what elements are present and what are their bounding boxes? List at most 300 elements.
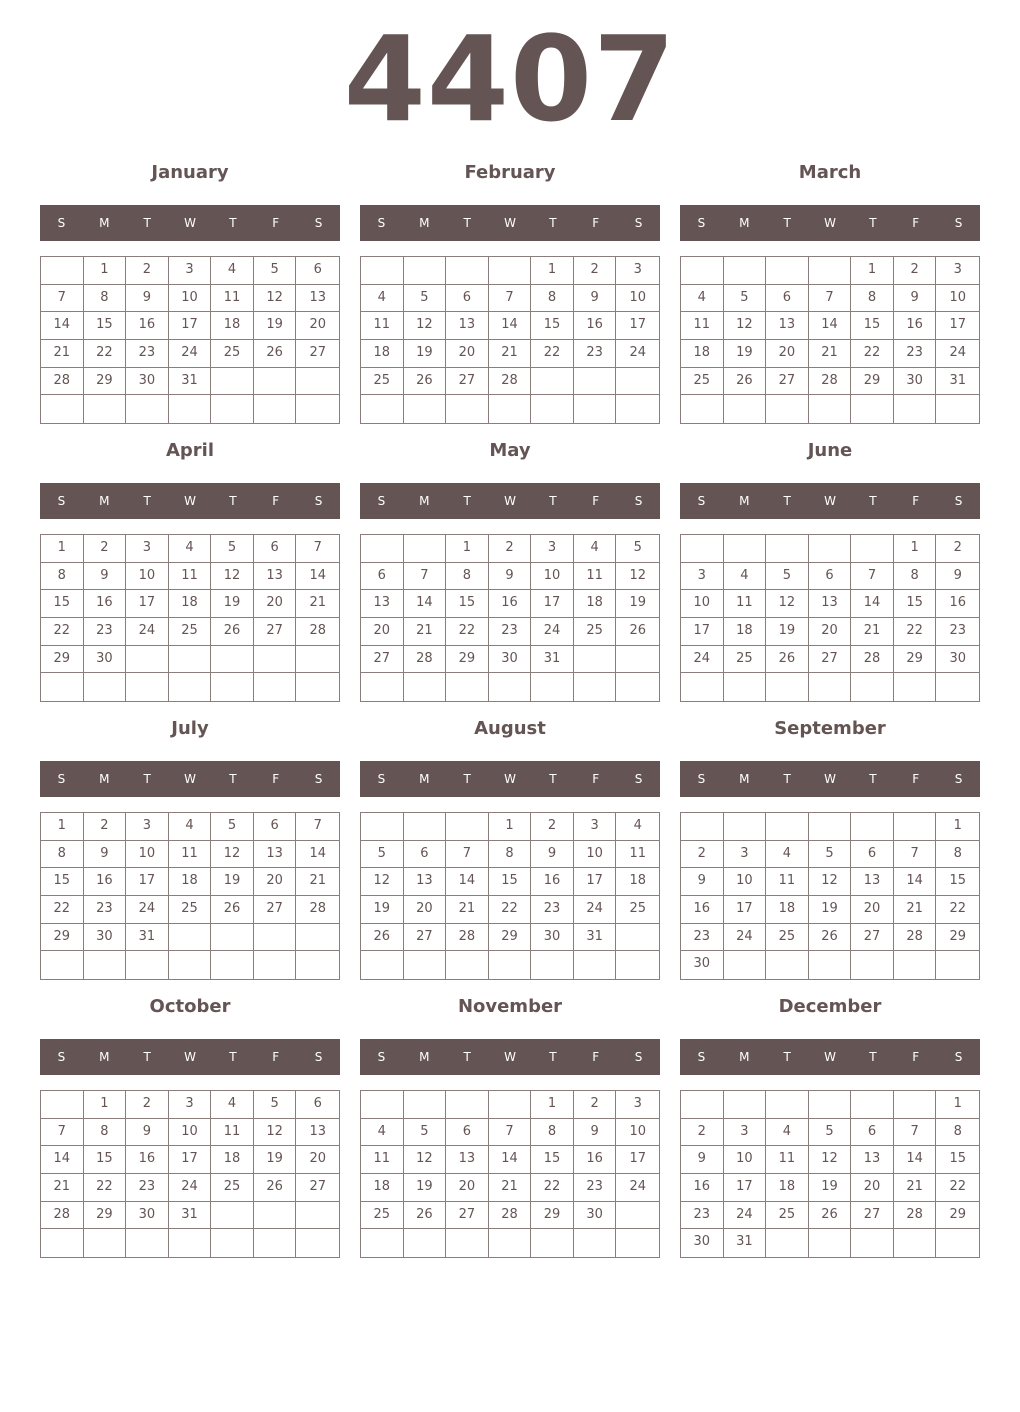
day-cell: 24 — [616, 1174, 659, 1202]
day-cell: 23 — [84, 618, 127, 646]
empty-cell — [766, 673, 809, 701]
day-cell: 9 — [126, 285, 169, 313]
empty-cell — [851, 813, 894, 841]
day-cell: 24 — [574, 896, 617, 924]
empty-cell — [851, 1229, 894, 1257]
weekday-label: T — [783, 216, 791, 230]
day-cell: 2 — [126, 257, 169, 285]
day-cell: 15 — [84, 312, 127, 340]
empty-cell — [446, 1091, 489, 1119]
day-cell: 6 — [296, 1091, 339, 1119]
day-cell: 11 — [766, 868, 809, 896]
day-cell: 13 — [809, 590, 852, 618]
empty-cell — [851, 951, 894, 979]
day-cell: 4 — [766, 841, 809, 869]
day-cell: 7 — [489, 285, 532, 313]
weekday-label: S — [314, 494, 323, 508]
day-cell: 7 — [41, 1119, 84, 1147]
empty-cell — [851, 535, 894, 563]
day-cell: 4 — [211, 1091, 254, 1119]
empty-cell — [41, 257, 84, 285]
day-cell: 27 — [404, 924, 447, 952]
weekday-label: W — [504, 772, 516, 786]
weekday-label: M — [419, 494, 430, 508]
day-cell: 4 — [766, 1119, 809, 1147]
day-cell: 7 — [296, 813, 339, 841]
day-cell: 16 — [531, 868, 574, 896]
day-cell: 15 — [531, 312, 574, 340]
day-cell: 8 — [851, 285, 894, 313]
month-name: September — [774, 718, 886, 739]
day-cell: 12 — [254, 1119, 297, 1147]
empty-cell — [254, 368, 297, 396]
day-cell: 7 — [404, 563, 447, 591]
day-cell: 25 — [724, 646, 767, 674]
day-cell: 28 — [404, 646, 447, 674]
day-cell: 13 — [766, 312, 809, 340]
empty-cell — [616, 924, 659, 952]
empty-cell — [404, 813, 447, 841]
weekday-label: W — [184, 772, 196, 786]
day-cell: 22 — [936, 896, 979, 924]
day-cell: 30 — [531, 924, 574, 952]
day-cell: 8 — [489, 841, 532, 869]
day-cell: 13 — [404, 868, 447, 896]
day-cell: 6 — [296, 257, 339, 285]
month-name: October — [149, 996, 231, 1017]
empty-cell — [681, 813, 724, 841]
day-cell: 27 — [851, 924, 894, 952]
empty-cell — [724, 673, 767, 701]
weekday-label: S — [314, 216, 323, 230]
weekday-label: T — [143, 494, 151, 508]
day-cell: 9 — [681, 868, 724, 896]
empty-cell — [211, 1202, 254, 1230]
day-cell: 29 — [489, 924, 532, 952]
empty-cell — [296, 1229, 339, 1257]
weekday-label: T — [869, 216, 877, 230]
empty-cell — [616, 673, 659, 701]
weekday-label: W — [184, 1050, 196, 1064]
empty-cell — [446, 951, 489, 979]
day-cell: 16 — [574, 1146, 617, 1174]
day-cell: 12 — [254, 285, 297, 313]
day-cell: 25 — [361, 368, 404, 396]
empty-cell — [169, 951, 212, 979]
day-cell: 26 — [211, 618, 254, 646]
weekday-label: T — [229, 772, 237, 786]
empty-cell — [169, 924, 212, 952]
day-cell: 16 — [84, 868, 127, 896]
day-cell: 1 — [851, 257, 894, 285]
day-cell: 28 — [296, 896, 339, 924]
day-cell: 20 — [766, 340, 809, 368]
empty-cell — [41, 1091, 84, 1119]
weekday-header — [680, 1039, 980, 1075]
weekday-label: F — [912, 216, 920, 230]
day-cell: 22 — [936, 1174, 979, 1202]
weekday-label: S — [634, 772, 643, 786]
day-cell: 6 — [446, 1119, 489, 1147]
day-cell: 20 — [361, 618, 404, 646]
empty-cell — [84, 673, 127, 701]
day-cell: 21 — [41, 1174, 84, 1202]
weekday-header — [40, 483, 340, 519]
empty-cell — [446, 673, 489, 701]
day-cell: 30 — [126, 1202, 169, 1230]
day-cell: 3 — [531, 535, 574, 563]
day-cell: 8 — [41, 563, 84, 591]
weekday-header — [40, 761, 340, 797]
day-cell: 19 — [254, 1146, 297, 1174]
day-cell: 30 — [936, 646, 979, 674]
empty-cell — [681, 673, 724, 701]
day-cell: 15 — [894, 590, 937, 618]
day-cell: 4 — [616, 813, 659, 841]
day-cell: 17 — [724, 896, 767, 924]
empty-cell — [894, 813, 937, 841]
weekday-label: T — [549, 494, 557, 508]
day-cell: 26 — [404, 368, 447, 396]
day-cell: 30 — [489, 646, 532, 674]
empty-cell — [616, 951, 659, 979]
day-cell: 10 — [531, 563, 574, 591]
weekday-label: S — [57, 1050, 66, 1064]
weekday-label: M — [739, 1050, 750, 1064]
day-grid — [360, 1090, 660, 1258]
day-cell: 18 — [766, 1174, 809, 1202]
weekday-label: S — [634, 494, 643, 508]
day-cell: 20 — [254, 868, 297, 896]
empty-cell — [446, 1229, 489, 1257]
empty-cell — [254, 646, 297, 674]
weekday-header — [680, 483, 980, 519]
day-cell: 31 — [724, 1229, 767, 1257]
day-cell: 29 — [84, 1202, 127, 1230]
empty-cell — [809, 535, 852, 563]
day-grid — [40, 256, 340, 424]
day-cell: 18 — [574, 590, 617, 618]
day-cell: 23 — [84, 896, 127, 924]
day-cell: 6 — [404, 841, 447, 869]
day-cell: 19 — [616, 590, 659, 618]
day-cell: 26 — [616, 618, 659, 646]
day-cell: 21 — [296, 868, 339, 896]
day-cell: 5 — [809, 841, 852, 869]
weekday-label: S — [954, 772, 963, 786]
empty-cell — [809, 1091, 852, 1119]
weekday-label: F — [592, 772, 600, 786]
day-cell: 11 — [574, 563, 617, 591]
day-cell: 17 — [574, 868, 617, 896]
empty-cell — [404, 257, 447, 285]
empty-cell — [766, 535, 809, 563]
day-cell: 14 — [489, 312, 532, 340]
day-cell: 17 — [681, 618, 724, 646]
empty-cell — [616, 368, 659, 396]
day-cell: 13 — [446, 1146, 489, 1174]
empty-cell — [446, 257, 489, 285]
day-cell: 13 — [254, 841, 297, 869]
empty-cell — [404, 395, 447, 423]
day-cell: 22 — [894, 618, 937, 646]
day-cell: 24 — [724, 924, 767, 952]
weekday-header — [40, 205, 340, 241]
day-cell: 3 — [724, 1119, 767, 1147]
day-cell: 14 — [404, 590, 447, 618]
empty-cell — [724, 535, 767, 563]
day-cell: 7 — [446, 841, 489, 869]
empty-cell — [489, 1229, 532, 1257]
empty-cell — [724, 813, 767, 841]
weekday-header — [680, 761, 980, 797]
weekday-header — [680, 205, 980, 241]
empty-cell — [724, 951, 767, 979]
day-cell: 15 — [489, 868, 532, 896]
day-cell: 7 — [894, 841, 937, 869]
empty-cell — [531, 368, 574, 396]
day-cell: 23 — [936, 618, 979, 646]
day-cell: 19 — [254, 312, 297, 340]
day-cell: 20 — [254, 590, 297, 618]
day-cell: 20 — [851, 896, 894, 924]
empty-cell — [616, 646, 659, 674]
weekday-label: M — [419, 772, 430, 786]
day-cell: 7 — [894, 1119, 937, 1147]
day-cell: 2 — [681, 841, 724, 869]
day-cell: 16 — [681, 896, 724, 924]
day-cell: 10 — [126, 563, 169, 591]
day-cell: 18 — [361, 1174, 404, 1202]
day-grid — [360, 812, 660, 980]
weekday-label: W — [504, 1050, 516, 1064]
day-cell: 11 — [724, 590, 767, 618]
month-name: November — [457, 996, 563, 1017]
day-cell: 3 — [574, 813, 617, 841]
day-cell: 22 — [489, 896, 532, 924]
empty-cell — [616, 395, 659, 423]
day-cell: 12 — [809, 868, 852, 896]
day-cell: 14 — [446, 868, 489, 896]
day-cell: 7 — [809, 285, 852, 313]
weekday-label: M — [99, 216, 110, 230]
day-cell: 17 — [169, 1146, 212, 1174]
day-cell: 29 — [936, 924, 979, 952]
year-title: 4407 — [343, 10, 677, 148]
day-cell: 8 — [41, 841, 84, 869]
day-cell: 23 — [681, 924, 724, 952]
day-cell: 4 — [361, 1119, 404, 1147]
weekday-label: S — [57, 216, 66, 230]
empty-cell — [361, 1229, 404, 1257]
day-cell: 12 — [616, 563, 659, 591]
weekday-label: S — [377, 494, 386, 508]
empty-cell — [361, 673, 404, 701]
weekday-label: T — [463, 494, 471, 508]
day-cell: 11 — [211, 285, 254, 313]
day-cell: 22 — [41, 618, 84, 646]
day-cell: 29 — [41, 924, 84, 952]
day-cell: 20 — [296, 1146, 339, 1174]
day-cell: 22 — [41, 896, 84, 924]
weekday-label: W — [504, 216, 516, 230]
day-cell: 25 — [574, 618, 617, 646]
weekday-label: S — [377, 772, 386, 786]
weekday-label: F — [912, 494, 920, 508]
day-cell: 5 — [724, 285, 767, 313]
day-cell: 17 — [126, 590, 169, 618]
weekday-label: M — [419, 216, 430, 230]
empty-cell — [574, 368, 617, 396]
day-cell: 8 — [531, 285, 574, 313]
day-cell: 18 — [211, 1146, 254, 1174]
empty-cell — [84, 1229, 127, 1257]
day-cell: 10 — [169, 1119, 212, 1147]
weekday-label: M — [739, 772, 750, 786]
day-cell: 28 — [894, 924, 937, 952]
empty-cell — [126, 951, 169, 979]
day-cell: 11 — [766, 1146, 809, 1174]
weekday-label: T — [549, 1050, 557, 1064]
empty-cell — [894, 1091, 937, 1119]
day-cell: 20 — [809, 618, 852, 646]
day-cell: 6 — [851, 1119, 894, 1147]
day-cell: 17 — [616, 312, 659, 340]
day-cell: 8 — [894, 563, 937, 591]
day-cell: 14 — [489, 1146, 532, 1174]
empty-cell — [766, 951, 809, 979]
day-cell: 21 — [446, 896, 489, 924]
empty-cell — [169, 1229, 212, 1257]
weekday-label: S — [57, 772, 66, 786]
day-cell: 21 — [296, 590, 339, 618]
weekday-label: S — [57, 494, 66, 508]
weekday-header — [40, 1039, 340, 1075]
day-cell: 5 — [211, 813, 254, 841]
empty-cell — [766, 257, 809, 285]
day-cell: 9 — [894, 285, 937, 313]
month-name: April — [165, 440, 215, 461]
weekday-label: W — [504, 494, 516, 508]
day-cell: 9 — [84, 563, 127, 591]
day-cell: 19 — [809, 1174, 852, 1202]
empty-cell — [724, 257, 767, 285]
day-cell: 14 — [851, 590, 894, 618]
day-cell: 21 — [894, 896, 937, 924]
day-cell: 25 — [616, 896, 659, 924]
empty-cell — [489, 257, 532, 285]
weekday-label: W — [824, 494, 836, 508]
day-cell: 11 — [681, 312, 724, 340]
weekday-label: M — [739, 216, 750, 230]
month-name: August — [474, 718, 546, 739]
day-cell: 7 — [489, 1119, 532, 1147]
day-cell: 16 — [126, 1146, 169, 1174]
day-cell: 31 — [126, 924, 169, 952]
day-cell: 24 — [126, 618, 169, 646]
empty-cell — [851, 1091, 894, 1119]
weekday-label: T — [783, 772, 791, 786]
day-cell: 2 — [489, 535, 532, 563]
empty-cell — [766, 1229, 809, 1257]
weekday-label: T — [229, 1050, 237, 1064]
day-cell: 14 — [894, 1146, 937, 1174]
empty-cell — [574, 395, 617, 423]
day-cell: 26 — [809, 924, 852, 952]
empty-cell — [894, 395, 937, 423]
empty-cell — [809, 1229, 852, 1257]
day-cell: 18 — [616, 868, 659, 896]
empty-cell — [531, 951, 574, 979]
empty-cell — [296, 646, 339, 674]
weekday-label: F — [592, 1050, 600, 1064]
day-cell: 9 — [84, 841, 127, 869]
weekday-label: S — [697, 772, 706, 786]
weekday-label: W — [824, 216, 836, 230]
empty-cell — [724, 395, 767, 423]
day-cell: 13 — [446, 312, 489, 340]
day-cell: 3 — [169, 257, 212, 285]
day-cell: 23 — [531, 896, 574, 924]
day-cell: 1 — [84, 257, 127, 285]
day-cell: 27 — [254, 896, 297, 924]
weekday-label: W — [824, 1050, 836, 1064]
day-cell: 13 — [361, 590, 404, 618]
day-cell: 16 — [126, 312, 169, 340]
day-cell: 17 — [531, 590, 574, 618]
day-cell: 16 — [574, 312, 617, 340]
empty-cell — [574, 646, 617, 674]
day-cell: 25 — [681, 368, 724, 396]
day-cell: 20 — [404, 896, 447, 924]
weekday-label: T — [229, 494, 237, 508]
day-cell: 28 — [489, 368, 532, 396]
day-cell: 24 — [681, 646, 724, 674]
empty-cell — [936, 395, 979, 423]
empty-cell — [809, 257, 852, 285]
day-cell: 13 — [296, 285, 339, 313]
day-cell: 6 — [809, 563, 852, 591]
day-cell: 21 — [894, 1174, 937, 1202]
day-cell: 5 — [766, 563, 809, 591]
empty-cell — [41, 951, 84, 979]
empty-cell — [681, 1091, 724, 1119]
day-cell: 5 — [254, 1091, 297, 1119]
day-cell: 1 — [531, 257, 574, 285]
empty-cell — [809, 951, 852, 979]
month-name: June — [807, 440, 853, 461]
weekday-header — [360, 1039, 660, 1075]
day-cell: 2 — [681, 1119, 724, 1147]
day-cell: 31 — [531, 646, 574, 674]
day-cell: 12 — [404, 1146, 447, 1174]
day-cell: 25 — [211, 340, 254, 368]
day-grid — [40, 812, 340, 980]
day-cell: 17 — [936, 312, 979, 340]
weekday-label: T — [783, 1050, 791, 1064]
day-cell: 23 — [894, 340, 937, 368]
day-cell: 21 — [489, 340, 532, 368]
day-cell: 13 — [296, 1119, 339, 1147]
day-cell: 18 — [724, 618, 767, 646]
day-cell: 16 — [936, 590, 979, 618]
empty-cell — [681, 535, 724, 563]
day-cell: 24 — [126, 896, 169, 924]
day-cell: 31 — [574, 924, 617, 952]
day-cell: 18 — [361, 340, 404, 368]
day-cell: 15 — [84, 1146, 127, 1174]
empty-cell — [211, 368, 254, 396]
